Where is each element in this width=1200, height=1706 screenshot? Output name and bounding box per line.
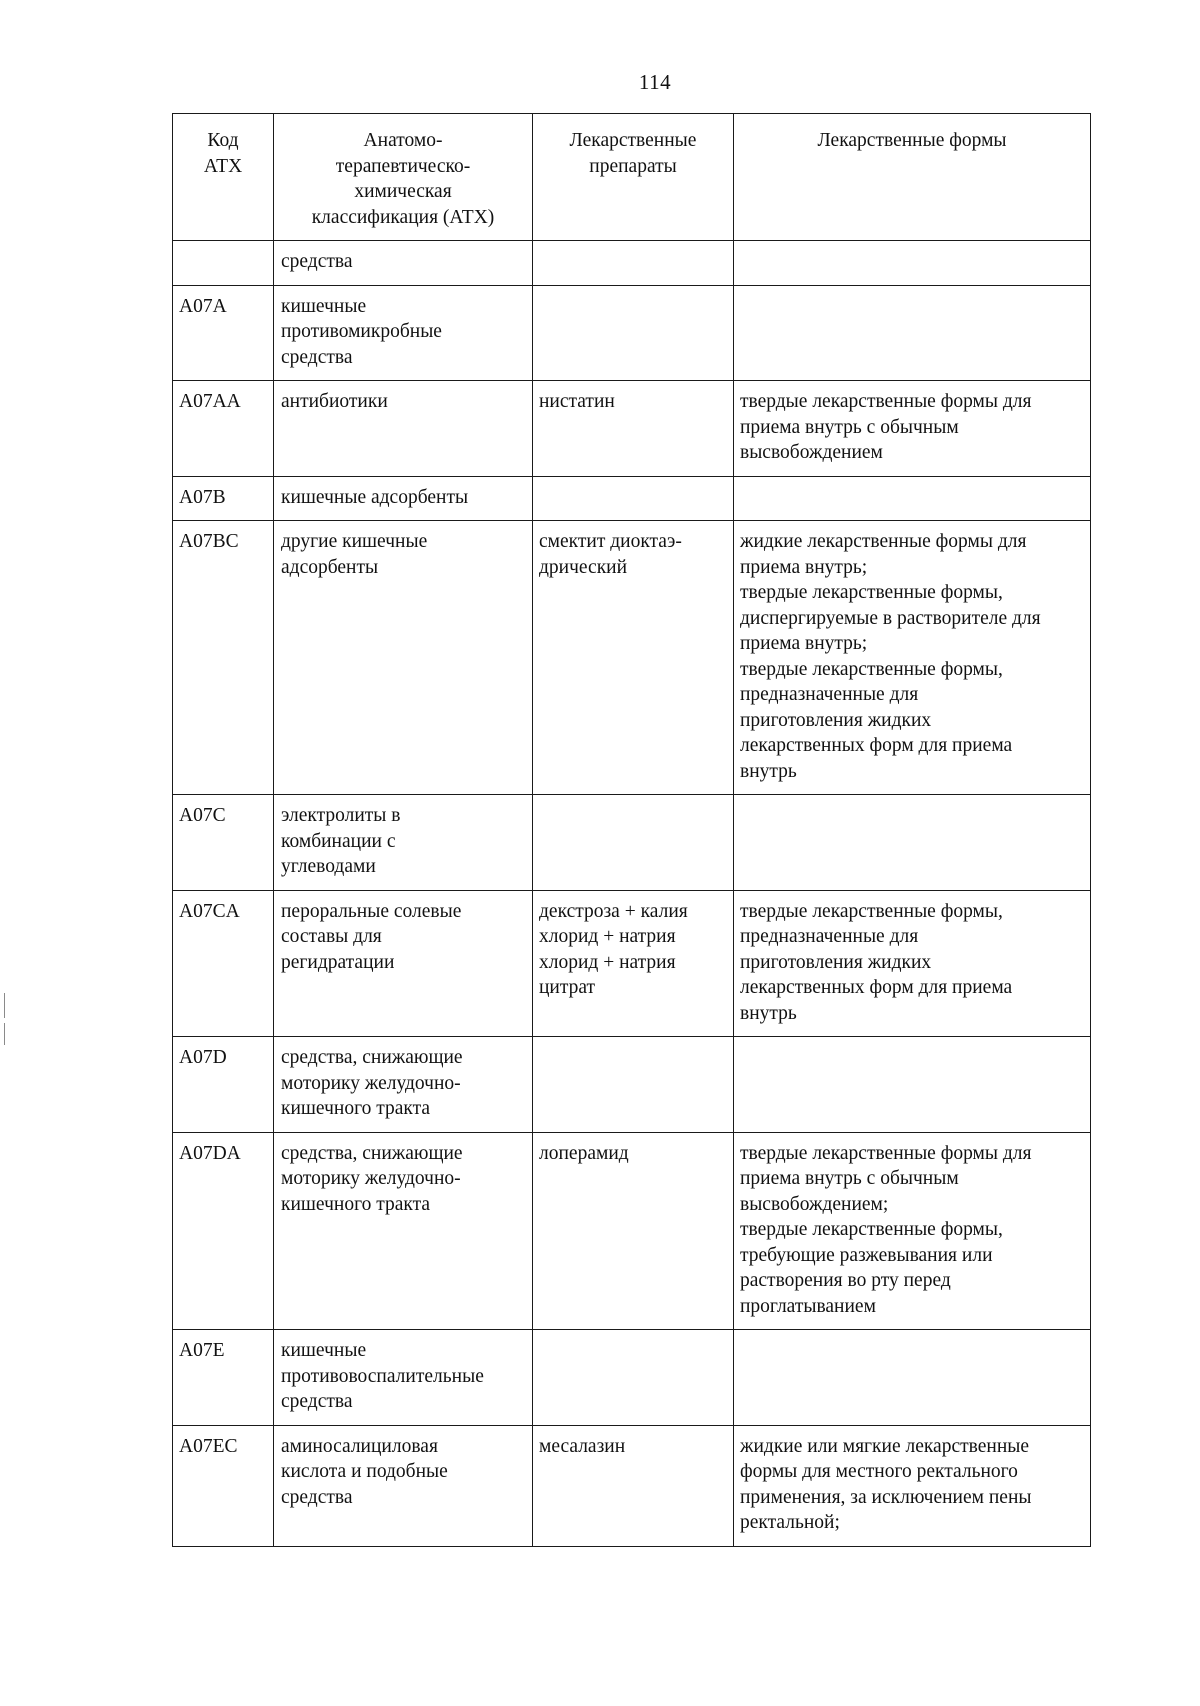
atc-classification-cell bbox=[274, 1037, 533, 1133]
dosage-forms-cell bbox=[734, 890, 1091, 1037]
atc-code-cell: A07A bbox=[173, 285, 274, 381]
drug-cell bbox=[533, 890, 734, 1037]
dosage-forms-cell bbox=[734, 1132, 1091, 1330]
cell-text-line: жидкие лекарственные формы для bbox=[740, 531, 1027, 552]
cell-text-line: противомикробные bbox=[281, 321, 442, 342]
cell-text-line: твердые лекарственные формы, bbox=[740, 900, 1003, 922]
cell-text-line: кишечные bbox=[281, 295, 367, 317]
dosage-forms-cell bbox=[734, 381, 1091, 477]
cell-text-line: регидратации bbox=[281, 951, 395, 973]
atc-code-cell: A07BC bbox=[173, 521, 274, 795]
cell-text-line: требующие разжевывания или bbox=[740, 1244, 993, 1266]
atc-code-cell: A07E bbox=[173, 1330, 274, 1426]
cell-text-line: средства, снижающие bbox=[281, 1047, 463, 1068]
cell-text-line: твердые лекарственные формы, bbox=[740, 1219, 1003, 1240]
atc-code-cell: A07CA bbox=[173, 890, 274, 1037]
cell-text-line: приготовления жидких bbox=[740, 951, 932, 973]
cell-text-line: высвобождением bbox=[740, 442, 883, 463]
table-row bbox=[173, 381, 1091, 477]
header-atc-classification bbox=[274, 114, 533, 241]
cell-text-line: хлорид + натрия bbox=[539, 951, 676, 973]
drug-cell bbox=[533, 381, 734, 477]
cell-text-line: лекарственных форм для приема bbox=[740, 977, 1013, 998]
cell-text-line: приема внутрь; bbox=[740, 556, 868, 578]
drug-cell bbox=[533, 1330, 734, 1426]
table-row bbox=[173, 241, 1091, 286]
atc-classification-cell bbox=[274, 285, 533, 381]
dosage-forms-cell bbox=[734, 1330, 1091, 1426]
cell-text-line: средства bbox=[281, 1391, 353, 1412]
header-text-line: классификация (АТХ) bbox=[311, 206, 495, 228]
header-text-line: препараты bbox=[589, 155, 677, 177]
header-dosage-forms bbox=[734, 114, 1091, 241]
cell-text-line: противовоспалительные bbox=[281, 1365, 484, 1387]
table-row bbox=[173, 285, 1091, 381]
cell-text-line: средства, снижающие bbox=[281, 1142, 463, 1164]
header-row bbox=[173, 114, 1091, 241]
header-text-line: химическая bbox=[354, 181, 452, 202]
cell-text-line: кислота и подобные bbox=[281, 1461, 448, 1482]
cell-text-line: адсорбенты bbox=[281, 556, 379, 578]
cell-text-line: предназначенные для bbox=[740, 926, 919, 947]
table-row bbox=[173, 1330, 1091, 1426]
atc-classification-cell bbox=[274, 795, 533, 891]
cell-text-line: кишечного тракта bbox=[281, 1193, 431, 1215]
cell-text-line: высвобождением; bbox=[740, 1193, 889, 1215]
table-body bbox=[173, 241, 1091, 1547]
atc-code-cell: A07DA bbox=[173, 1132, 274, 1330]
cell-text-line: предназначенные для bbox=[740, 684, 919, 705]
cell-text-line: другие кишечные bbox=[281, 531, 428, 552]
cell-text-line: ректальной; bbox=[740, 1512, 840, 1533]
cell-text-line: пероральные солевые bbox=[281, 900, 462, 922]
drug-cell bbox=[533, 241, 734, 286]
atc-classification-cell bbox=[274, 381, 533, 477]
cell-text-line: внутрь bbox=[740, 760, 797, 782]
cell-text-line: приема внутрь; bbox=[740, 633, 868, 654]
cell-text-line: углеводами bbox=[281, 856, 376, 877]
cell-text-line: моторику желудочно- bbox=[281, 1168, 461, 1189]
cell-text-line: средства bbox=[281, 1486, 353, 1508]
cell-text-line: антибиотики bbox=[281, 391, 388, 412]
cell-text-line: приема внутрь с обычным bbox=[740, 416, 959, 438]
atc-code-cell: A07B bbox=[173, 476, 274, 521]
drug-cell bbox=[533, 795, 734, 891]
cell-text-line: приготовления жидких bbox=[740, 709, 932, 731]
header-atc-code bbox=[173, 114, 274, 241]
atc-classification-table bbox=[172, 113, 1091, 1547]
cell-text-line: твердые лекарственные формы для bbox=[740, 1142, 1032, 1164]
dosage-forms-cell bbox=[734, 1037, 1091, 1133]
atc-code-cell bbox=[173, 241, 274, 286]
atc-code-cell: A07D bbox=[173, 1037, 274, 1133]
table-row bbox=[173, 476, 1091, 521]
dosage-forms-cell bbox=[734, 1425, 1091, 1546]
drug-cell bbox=[533, 285, 734, 381]
atc-classification-cell bbox=[274, 241, 533, 286]
cell-text-line: средства bbox=[281, 346, 353, 368]
header-text-line: АТХ bbox=[203, 155, 243, 177]
cell-text-line: приема внутрь с обычным bbox=[740, 1168, 959, 1189]
header-text-line: терапевтическо- bbox=[335, 155, 471, 177]
cell-text-line: моторику желудочно- bbox=[281, 1072, 461, 1094]
cell-text-line: растворения во рту перед bbox=[740, 1270, 951, 1291]
cell-text-line: составы для bbox=[281, 926, 382, 947]
atc-code-cell: A07AA bbox=[173, 381, 274, 477]
cell-text-line: твердые лекарственные формы, bbox=[740, 582, 1003, 603]
table-row bbox=[173, 890, 1091, 1037]
scan-artifact-mark bbox=[4, 1023, 5, 1045]
cell-text-line: комбинации с bbox=[281, 830, 396, 852]
drug-cell bbox=[533, 1425, 734, 1546]
drug-cell bbox=[533, 476, 734, 521]
page-number: 114 bbox=[638, 70, 672, 94]
cell-text-line: внутрь bbox=[740, 1002, 797, 1024]
cell-text-line: твердые лекарственные формы для bbox=[740, 391, 1032, 412]
cell-text-line: цитрат bbox=[539, 977, 596, 998]
atc-classification-cell bbox=[274, 1330, 533, 1426]
drug-cell bbox=[533, 521, 734, 795]
header-text-line: Код bbox=[207, 130, 239, 151]
cell-text-line: кишечные bbox=[281, 1340, 367, 1361]
cell-text-line: декстроза + калия bbox=[539, 900, 688, 922]
table-header bbox=[173, 114, 1091, 241]
cell-text-line: средства bbox=[281, 251, 353, 272]
table-row bbox=[173, 795, 1091, 891]
cell-text-line: твердые лекарственные формы, bbox=[740, 658, 1003, 680]
atc-classification-cell bbox=[274, 890, 533, 1037]
cell-text-line: хлорид + натрия bbox=[539, 926, 676, 947]
header-text-line: Анатомо- bbox=[363, 130, 443, 151]
table-row bbox=[173, 1425, 1091, 1546]
cell-text-line: лоперамид bbox=[539, 1142, 629, 1164]
atc-classification-cell bbox=[274, 1425, 533, 1546]
table-row bbox=[173, 521, 1091, 795]
dosage-forms-cell bbox=[734, 241, 1091, 286]
cell-text-line: лекарственных форм для приема bbox=[740, 735, 1013, 756]
dosage-forms-cell bbox=[734, 285, 1091, 381]
drug-cell bbox=[533, 1037, 734, 1133]
cell-text-line: диспергируемые в растворителе для bbox=[740, 607, 1041, 629]
cell-text-line: месалазин bbox=[539, 1435, 626, 1457]
dosage-forms-cell bbox=[734, 476, 1091, 521]
atc-classification-cell bbox=[274, 1132, 533, 1330]
cell-text-line: жидкие или мягкие лекарственные bbox=[740, 1435, 1030, 1457]
cell-text-line: проглатыванием bbox=[740, 1295, 876, 1317]
scan-artifact-mark bbox=[4, 993, 5, 1018]
cell-text-line: дрический bbox=[539, 556, 628, 578]
atc-code-cell: A07EC bbox=[173, 1425, 274, 1546]
cell-text-line: смектит диоктаэ- bbox=[539, 531, 682, 552]
atc-code-cell: A07C bbox=[173, 795, 274, 891]
atc-classification-cell bbox=[274, 521, 533, 795]
dosage-forms-cell bbox=[734, 795, 1091, 891]
cell-text-line: аминосалициловая bbox=[281, 1435, 438, 1457]
cell-text-line: формы для местного ректального bbox=[740, 1461, 1018, 1482]
cell-text-line: кишечные адсорбенты bbox=[281, 486, 469, 508]
table-row bbox=[173, 1132, 1091, 1330]
cell-text-line: кишечного тракта bbox=[281, 1098, 431, 1119]
header-drugs bbox=[533, 114, 734, 241]
table-row bbox=[173, 1037, 1091, 1133]
cell-text-line: применения, за исключением пены bbox=[740, 1486, 1032, 1508]
cell-text-line: нистатин bbox=[539, 391, 615, 412]
header-text-line: Лекарственные bbox=[569, 130, 697, 151]
cell-text-line: электролиты в bbox=[281, 805, 401, 826]
dosage-forms-cell bbox=[734, 521, 1091, 795]
atc-classification-cell bbox=[274, 476, 533, 521]
drug-cell bbox=[533, 1132, 734, 1330]
header-text-line: Лекарственные формы bbox=[817, 130, 1007, 151]
